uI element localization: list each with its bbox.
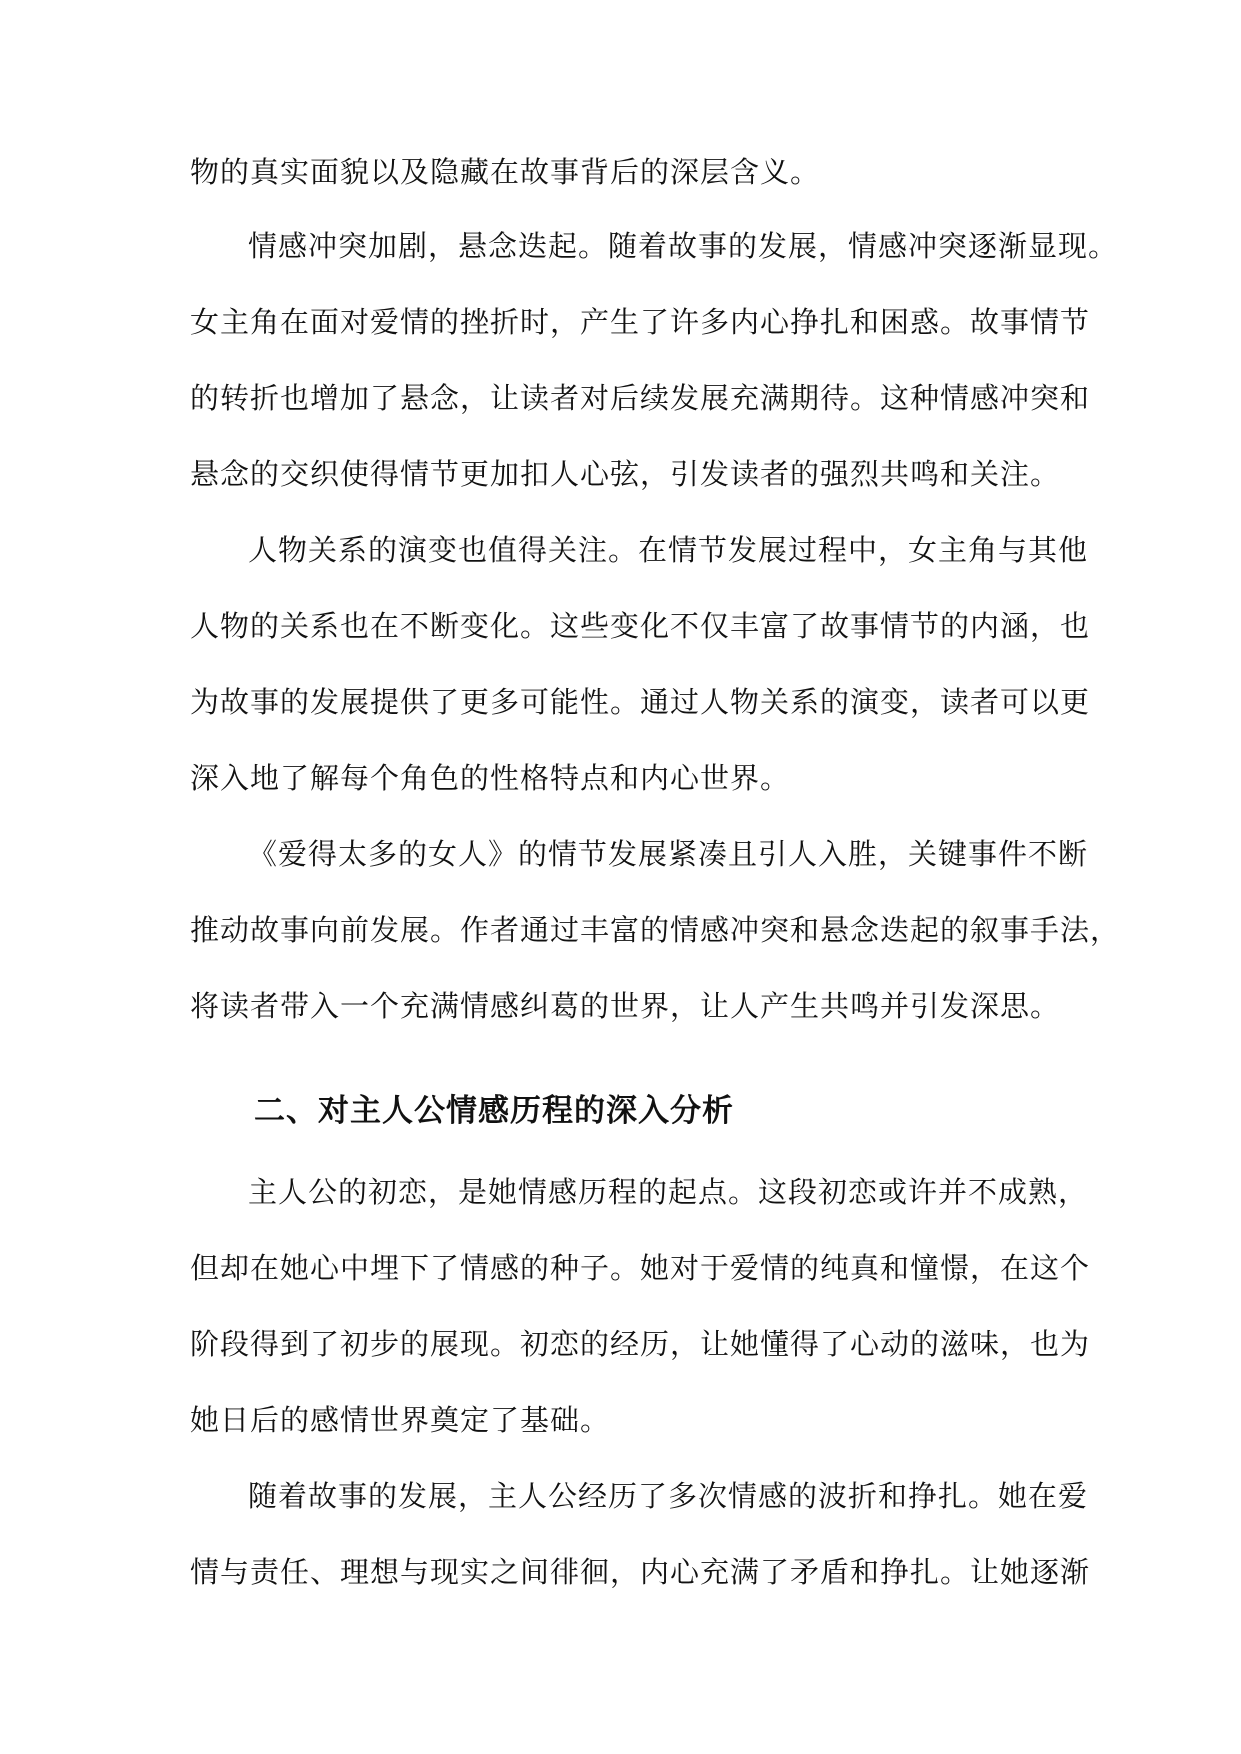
paragraph-line: 女主角在面对爱情的挫折时，产生了许多内心挣扎和困惑。故事情节 bbox=[190, 305, 1091, 339]
paragraph-line: 物的真实面貌以及隐藏在故事背后的深层含义。 bbox=[190, 155, 821, 189]
paragraph-line: 推动故事向前发展。作者通过丰富的情感冲突和悬念迭起的叙事手法， bbox=[190, 913, 1121, 947]
section-heading: 二、对主人公情感历程的深入分析 bbox=[254, 1093, 734, 1129]
paragraph-line: 人物的关系也在不断变化。这些变化不仅丰富了故事情节的内涵，也 bbox=[190, 609, 1091, 643]
paragraph-line: 的转折也增加了悬念，让读者对后续发展充满期待。这种情感冲突和 bbox=[190, 381, 1091, 415]
paragraph-line: 为故事的发展提供了更多可能性。通过人物关系的演变，读者可以更 bbox=[190, 685, 1091, 719]
paragraph-line: 主人公的初恋，是她情感历程的起点。这段初恋或许并不成熟， bbox=[248, 1175, 1089, 1209]
paragraph-line: 《爱得太多的女人》的情节发展紧凑且引人入胜，关键事件不断 bbox=[248, 837, 1089, 871]
paragraph-line: 情与责任、理想与现实之间徘徊，内心充满了矛盾和挣扎。让她逐渐 bbox=[190, 1555, 1091, 1589]
paragraph-line: 人物关系的演变也值得关注。在情节发展过程中，女主角与其他 bbox=[248, 533, 1089, 567]
paragraph-line: 随着故事的发展，主人公经历了多次情感的波折和挣扎。她在爱 bbox=[248, 1479, 1089, 1513]
paragraph-line: 但却在她心中埋下了情感的种子。她对于爱情的纯真和憧憬，在这个 bbox=[190, 1251, 1091, 1285]
paragraph-line: 将读者带入一个充满情感纠葛的世界，让人产生共鸣并引发深思。 bbox=[190, 989, 1061, 1023]
paragraph-line: 她日后的感情世界奠定了基础。 bbox=[190, 1403, 611, 1437]
paragraph-line: 阶段得到了初步的展现。初恋的经历，让她懂得了心动的滋味，也为 bbox=[190, 1327, 1091, 1361]
paragraph-line: 深入地了解每个角色的性格特点和内心世界。 bbox=[190, 761, 791, 795]
paragraph-line: 情感冲突加剧，悬念迭起。随着故事的发展，情感冲突逐渐显现。 bbox=[248, 229, 1119, 263]
paragraph-line: 悬念的交织使得情节更加扣人心弦，引发读者的强烈共鸣和关注。 bbox=[190, 457, 1061, 491]
